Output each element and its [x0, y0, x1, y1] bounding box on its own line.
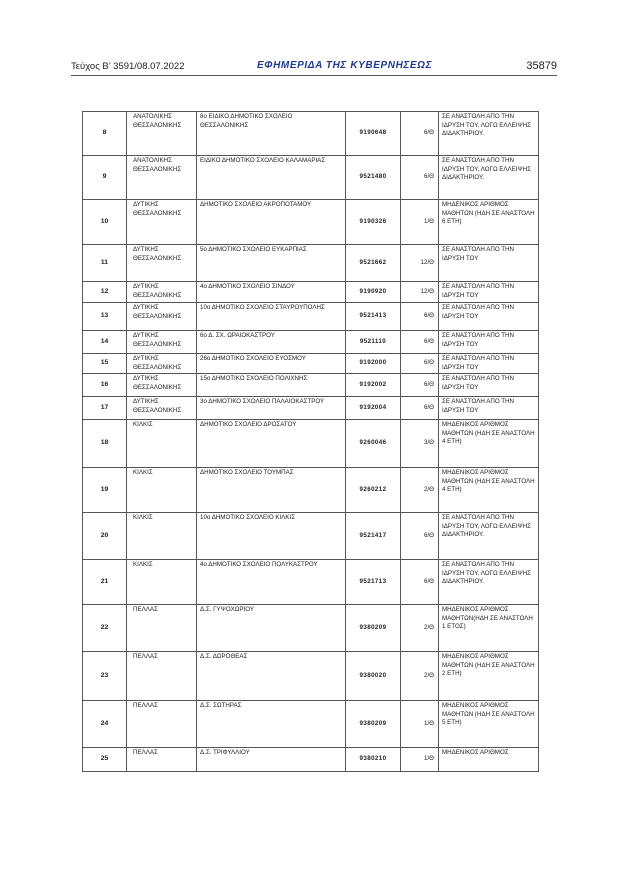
classes-cell: 1/Θ: [401, 200, 439, 245]
table-row: [83, 513, 539, 560]
row-number: 15: [83, 354, 127, 374]
row-number: 8: [83, 112, 127, 156]
school-code-cell: 9380020: [346, 652, 401, 701]
row-number: 20: [83, 513, 127, 560]
row-number: 11: [83, 245, 127, 282]
table-row: [83, 748, 539, 772]
school-name-cell: ΕΙΔΙΚΟ ΔΗΜΟΤΙΚΟ ΣΧΟΛΕΙΟ ΚΑΛΑΜΑΡΙΑΣ: [197, 156, 346, 200]
row-number: 10: [83, 200, 127, 245]
row-number: 17: [83, 397, 127, 420]
school-name-cell: 15ο ΔΗΜΟΤΙΚΟ ΣΧΟΛΕΙΟ ΠΟΛΙΧΝΗΣ: [197, 374, 346, 397]
school-name-cell: ΔΗΜΟΤΙΚΟ ΣΧΟΛΕΙΟ ΔΡΟΣΑΤΟΥ: [197, 420, 346, 468]
classes-cell: 6/Θ: [401, 331, 439, 354]
school-name-cell: 3ο ΔΗΜΟΤΙΚΟ ΣΧΟΛΕΙΟ ΠΑΛΑΙΟΚΑΣΤΡΟΥ: [197, 397, 346, 420]
school-name-cell: 4ο ΔΗΜΟΤΙΚΟ ΣΧΟΛΕΙΟ ΣΙΝΔΟΥ: [197, 282, 346, 303]
region-cell: ΔΥΤΙΚΗΣ ΘΕΣΣΑΛΟΝΙΚΗΣ: [127, 303, 197, 331]
row-number: 19: [83, 468, 127, 513]
school-name-cell: 26ο ΔΗΜΟΤΙΚΟ ΣΧΟΛΕΙΟ ΕΥΟΣΜΟΥ: [197, 354, 346, 374]
classes-cell: 2/Θ: [401, 468, 439, 513]
school-name-cell: Δ.Σ. ΓΥΨΟΧΩΡΙΟΥ: [197, 605, 346, 652]
row-number: 9: [83, 156, 127, 200]
school-code-cell: 9380209: [346, 605, 401, 652]
table-row: [83, 560, 539, 605]
issue-reference: Τεύχος Β’ 3591/08.07.2022: [71, 61, 185, 72]
school-name-cell: 5ο ΔΗΜΟΤΙΚΟ ΣΧΟΛΕΙΟ ΕΥΚΑΡΠΙΑΣ: [197, 245, 346, 282]
school-code-cell: 9521713: [346, 560, 401, 605]
row-number: 25: [83, 748, 127, 772]
table-row: [83, 331, 539, 354]
school-code-cell: 9190648: [346, 112, 401, 156]
table-row: [83, 420, 539, 468]
table-row: [83, 354, 539, 374]
school-name-cell: 4ο ΔΗΜΟΤΙΚΟ ΣΧΟΛΕΙΟ ΠΟΛΥΚΑΣΤΡΟΥ: [197, 560, 346, 605]
classes-cell: 6/Θ: [401, 513, 439, 560]
region-cell: ΔΥΤΙΚΗΣ ΘΕΣΣΑΛΟΝΙΚΗΣ: [127, 354, 197, 374]
classes-cell: 2/Θ: [401, 605, 439, 652]
table-row: [83, 652, 539, 701]
note-cell: ΣΕ ΑΝΑΣΤΟΛΗ ΑΠΟ ΤΗΝ ΙΔΡΥΣΗ ΤΟΥ: [439, 397, 539, 420]
classes-cell: 6/Θ: [401, 112, 439, 156]
classes-cell: 6/Θ: [401, 303, 439, 331]
classes-cell: 6/Θ: [401, 156, 439, 200]
page-number: 35879: [526, 60, 557, 72]
region-cell: ΔΥΤΙΚΗΣ ΘΕΣΣΑΛΟΝΙΚΗΣ: [127, 374, 197, 397]
note-cell: ΜΗΔΕΝΙΚΟΣ ΑΡΙΘΜΟΣ ΜΑΘΗΤΩΝ(ΗΔΗ ΣΕ ΑΝΑΣΤΟΛΗ 1 ΕΤΟΣ): [439, 605, 539, 652]
note-cell: ΣΕ ΑΝΑΣΤΟΛΗ ΑΠΟ ΤΗΝ ΙΔΡΥΣΗ ΤΟΥ: [439, 354, 539, 374]
note-cell: ΣΕ ΑΝΑΣΤΟΛΗ ΑΠΟ ΤΗΝ ΙΔΡΥΣΗ ΤΟΥ, ΛΟΓΩ ΕΛΛΕΙΨΗΣ ΔΙΔΑΚΤΗΡΙΟΥ.: [439, 560, 539, 605]
region-cell: ΔΥΤΙΚΗΣ ΘΕΣΣΑΛΟΝΙΚΗΣ: [127, 331, 197, 354]
note-cell: ΣΕ ΑΝΑΣΤΟΛΗ ΑΠΟ ΤΗΝ ΙΔΡΥΣΗ ΤΟΥ: [439, 331, 539, 354]
table-row: [83, 282, 539, 303]
table-row: [83, 374, 539, 397]
note-cell: ΣΕ ΑΝΑΣΤΟΛΗ ΑΠΟ ΤΗΝ ΙΔΡΥΣΗ ΤΟΥ: [439, 303, 539, 331]
classes-cell: 1/Θ: [401, 701, 439, 748]
row-number: 23: [83, 652, 127, 701]
school-code-cell: 9260046: [346, 420, 401, 468]
table-row: [83, 245, 539, 282]
schools-table: [82, 111, 539, 772]
table-row: [83, 468, 539, 513]
school-name-cell: Δ.Σ. ΣΩΤΗΡΑΣ: [197, 701, 346, 748]
school-code-cell: 9192004: [346, 397, 401, 420]
school-code-cell: 9521110: [346, 331, 401, 354]
row-number: 14: [83, 331, 127, 354]
row-number: 12: [83, 282, 127, 303]
note-cell: ΣΕ ΑΝΑΣΤΟΛΗ ΑΠΟ ΤΗΝ ΙΔΡΥΣΗ ΤΟΥ: [439, 282, 539, 303]
region-cell: ΚΙΛΚΙΣ: [127, 468, 197, 513]
classes-cell: 6/Θ: [401, 354, 439, 374]
table-row: [83, 156, 539, 200]
school-code-cell: 9521417: [346, 513, 401, 560]
school-code-cell: 9521662: [346, 245, 401, 282]
row-number: 18: [83, 420, 127, 468]
region-cell: ΔΥΤΙΚΗΣ ΘΕΣΣΑΛΟΝΙΚΗΣ: [127, 200, 197, 245]
school-name-cell: 10ο ΔΗΜΟΤΙΚΟ ΣΧΟΛΕΙΟ ΣΤΑΥΡΟΥΠΟΛΗΣ: [197, 303, 346, 331]
school-name-cell: ΔΗΜΟΤΙΚΟ ΣΧΟΛΕΙΟ ΑΚΡΟΠΟΤΑΜΟΥ: [197, 200, 346, 245]
region-cell: ΚΙΛΚΙΣ: [127, 513, 197, 560]
row-number: 16: [83, 374, 127, 397]
classes-cell: 12/Θ: [401, 282, 439, 303]
table-row: [83, 701, 539, 748]
region-cell: ΠΕΛΛΑΣ: [127, 748, 197, 772]
table-row: [83, 112, 539, 156]
note-cell: ΜΗΔΕΝΙΚΟΣ ΑΡΙΘΜΟΣ: [439, 748, 539, 772]
school-name-cell: ΔΗΜΟΤΙΚΟ ΣΧΟΛΕΙΟ ΤΟΥΜΠΑΣ: [197, 468, 346, 513]
region-cell: ΚΙΛΚΙΣ: [127, 560, 197, 605]
row-number: 13: [83, 303, 127, 331]
row-number: 24: [83, 701, 127, 748]
school-code-cell: 9190920: [346, 282, 401, 303]
region-cell: ΔΥΤΙΚΗΣ ΘΕΣΣΑΛΟΝΙΚΗΣ: [127, 282, 197, 303]
school-code-cell: 9380209: [346, 701, 401, 748]
school-code-cell: 9190326: [346, 200, 401, 245]
table-row: [83, 605, 539, 652]
region-cell: ΑΝΑΤΟΛΙΚΗΣ ΘΕΣΣΑΛΟΝΙΚΗΣ: [127, 156, 197, 200]
note-cell: ΜΗΔΕΝΙΚΟΣ ΑΡΙΘΜΟΣ ΜΑΘΗΤΩΝ (ΗΔΗ ΣΕ ΑΝΑΣΤΟΛΗ 4 ΕΤΗ): [439, 468, 539, 513]
school-code-cell: 9192000: [346, 354, 401, 374]
note-cell: ΜΗΔΕΝΙΚΟΣ ΑΡΙΘΜΟΣ ΜΑΘΗΤΩΝ (ΗΔΗ ΣΕ ΑΝΑΣΤΟΛΗ 6 ΕΤΗ): [439, 200, 539, 245]
region-cell: ΠΕΛΛΑΣ: [127, 652, 197, 701]
region-cell: ΠΕΛΛΑΣ: [127, 605, 197, 652]
region-cell: ΔΥΤΙΚΗΣ ΘΕΣΣΑΛΟΝΙΚΗΣ: [127, 397, 197, 420]
note-cell: ΜΗΔΕΝΙΚΟΣ ΑΡΙΘΜΟΣ ΜΑΘΗΤΩΝ (ΗΔΗ ΣΕ ΑΝΑΣΤΟΛΗ 2 ΕΤΗ): [439, 652, 539, 701]
region-cell: ΔΥΤΙΚΗΣ ΘΕΣΣΑΛΟΝΙΚΗΣ: [127, 245, 197, 282]
region-cell: ΑΝΑΤΟΛΙΚΗΣ ΘΕΣΣΑΛΟΝΙΚΗΣ: [127, 112, 197, 156]
school-name-cell: Δ.Σ. ΤΡΙΦΥΛΛΙΟΥ: [197, 748, 346, 772]
note-cell: ΜΗΔΕΝΙΚΟΣ ΑΡΙΘΜΟΣ ΜΑΘΗΤΩΝ (ΗΔΗ ΣΕ ΑΝΑΣΤΟΛΗ 4 ΕΤΗ): [439, 420, 539, 468]
classes-cell: 2/Θ: [401, 652, 439, 701]
classes-cell: 3/Θ: [401, 420, 439, 468]
school-code-cell: 9380210: [346, 748, 401, 772]
region-cell: ΚΙΛΚΙΣ: [127, 420, 197, 468]
header-divider: [71, 75, 557, 76]
table-row: [83, 303, 539, 331]
school-name-cell: 8ο ΕΙΔΙΚΟ ΔΗΜΟΤΙΚΟ ΣΧΟΛΕΙΟ ΘΕΣΣΑΛΟΝΙΚΗΣ: [197, 112, 346, 156]
table-row: [83, 397, 539, 420]
note-cell: ΣΕ ΑΝΑΣΤΟΛΗ ΑΠΟ ΤΗΝ ΙΔΡΥΣΗ ΤΟΥ: [439, 374, 539, 397]
school-name-cell: 10ο ΔΗΜΟΤΙΚΟ ΣΧΟΛΕΙΟ ΚΙΛΚΙΣ: [197, 513, 346, 560]
classes-cell: 1/Θ: [401, 748, 439, 772]
school-code-cell: 9521413: [346, 303, 401, 331]
page-header: [71, 60, 557, 76]
classes-cell: 6/Θ: [401, 397, 439, 420]
classes-cell: 6/Θ: [401, 560, 439, 605]
note-cell: ΜΗΔΕΝΙΚΟΣ ΑΡΙΘΜΟΣ ΜΑΘΗΤΩΝ (ΗΔΗ ΣΕ ΑΝΑΣΤΟΛΗ 5 ΕΤΗ): [439, 701, 539, 748]
school-name-cell: 6ο Δ. ΣΧ. ΩΡΑΙΟΚΑΣΤΡΟΥ: [197, 331, 346, 354]
note-cell: ΣΕ ΑΝΑΣΤΟΛΗ ΑΠΟ ΤΗΝ ΙΔΡΥΣΗ ΤΟΥ: [439, 245, 539, 282]
note-cell: ΣΕ ΑΝΑΣΤΟΛΗ ΑΠΟ ΤΗΝ ΙΔΡΥΣΗ ΤΟΥ, ΛΟΓΩ ΕΛΛΕΙΨΗΣ ΔΙΔΑΚΤΗΡΙΟΥ.: [439, 513, 539, 560]
row-number: 22: [83, 605, 127, 652]
gazette-title: ΕΦΗΜΕΡΙΔΑ ΤΗΣ ΚΥΒΕΡΝΗΣΕΩΣ: [257, 60, 433, 71]
note-cell: ΣΕ ΑΝΑΣΤΟΛΗ ΑΠΟ ΤΗΝ ΙΔΡΥΣΗ ΤΟΥ, ΛΟΓΩ ΕΛΛΕΙΨΗΣ ΔΙΔΑΚΤΗΡΙΟΥ.: [439, 112, 539, 156]
note-cell: ΣΕ ΑΝΑΣΤΟΛΗ ΑΠΟ ΤΗΝ ΙΔΡΥΣΗ ΤΟΥ, ΛΟΓΩ ΕΛΛΕΙΨΗΣ ΔΙΔΑΚΤΗΡΙΟΥ.: [439, 156, 539, 200]
school-code-cell: 9260212: [346, 468, 401, 513]
school-code-cell: 9521480: [346, 156, 401, 200]
school-code-cell: 9192002: [346, 374, 401, 397]
classes-cell: 6/Θ: [401, 374, 439, 397]
table-row: [83, 200, 539, 245]
region-cell: ΠΕΛΛΑΣ: [127, 701, 197, 748]
classes-cell: 12/Θ: [401, 245, 439, 282]
row-number: 21: [83, 560, 127, 605]
school-name-cell: Δ.Σ. ΔΩΡΟΘΕΑΣ: [197, 652, 346, 701]
